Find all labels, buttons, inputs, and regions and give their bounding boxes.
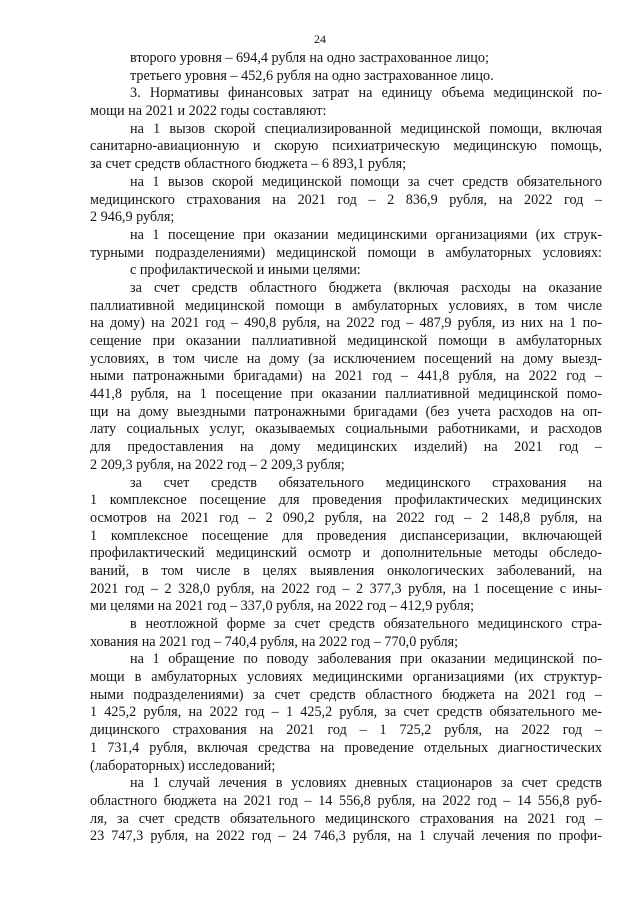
text-line: для предоставления на дому медицинских изделий) на 2021 год – bbox=[90, 439, 602, 456]
text-line: дицинского страхования на 2021 год – 1 725,2 рубля, на 2022 год – bbox=[90, 722, 602, 739]
text-line: областного бюджета на 2021 год – 14 556,8 рубля, на 2022 год – 14 556,8 руб- bbox=[90, 792, 602, 809]
text-line: ми целями на 2021 год – 337,0 рубля, на 2022 год – 412,9 рубля; bbox=[90, 598, 475, 615]
text-line: за счет средств обязательного медицинского страхования на bbox=[130, 474, 602, 491]
text-line: в неотложной форме за счет средств обязательного медицинского стра- bbox=[130, 616, 602, 632]
text-line: на дому) на 2021 год – 490,8 рубля, на 2022 год – 487,9 рубля, из них на 1 по- bbox=[90, 315, 602, 332]
text-line: 23 747,3 рубля, на 2022 год – 24 746,3 рубля, на 1 случай лечения по профи- bbox=[90, 828, 602, 845]
text-line: 1 731,4 рубля, включая средства на проведение отдельных диагностических bbox=[90, 739, 602, 756]
text-line: 2021 год – 2 328,0 рубля, на 2022 год – 2 377,3 рубля, на 1 посещение с ины- bbox=[90, 580, 602, 597]
text-line: мощи на 2021 и 2022 годы составляют: bbox=[90, 103, 327, 120]
text-line: за счет средств областного бюджета – 6 893,1 рубля; bbox=[90, 156, 407, 173]
text-line: сещение при оказании паллиативной медицинской помощи в амбулаторных bbox=[90, 333, 602, 349]
text-line: санитарно-авиационную и скорую психиатрическую медицинскую помощь, bbox=[90, 138, 602, 155]
text-line: на 1 вызов скорой медицинской помощи за счет средств обязательного bbox=[130, 173, 602, 190]
text-line: лату социальных услуг, оказываемых социальными работниками, и расходов bbox=[90, 421, 602, 438]
text-line: 441,8 рубля, на 1 посещение при оказании паллиативной медицинской помо- bbox=[90, 386, 602, 403]
document-body bbox=[90, 50, 602, 846]
text-line: второго уровня – 694,4 рубля на одно застрахованное лицо; bbox=[130, 50, 489, 66]
text-line: условиях, в том числе на дому (за исключением посещений на дому выезд- bbox=[90, 350, 602, 367]
text-line: (лабораторных) исследований; bbox=[90, 757, 276, 774]
text-line: паллиативной медицинской помощи в амбулаторных условиях, в том числе bbox=[90, 297, 602, 314]
text-line: за счет средств областного бюджета (включая расходы на оказание bbox=[130, 279, 602, 296]
text-line: ными патронажными бригадами) на 2021 год – 441,8 рубля, на 2022 год – bbox=[90, 368, 602, 385]
text-line: на 1 посещение при оказании медицинскими организациями (их струк- bbox=[130, 226, 602, 243]
text-line: 1 425,2 рубля, на 2022 год – 1 425,2 рубля, за счет средств обязательного ме- bbox=[90, 704, 602, 721]
text-line: профилактический медицинский осмотр и дополнительные методы обследо- bbox=[90, 545, 602, 562]
text-line: ля, за счет средств обязательного медицинского страхования на 2021 год – bbox=[90, 810, 602, 827]
text-line: 1 комплексное посещение для проведения диспансеризации, включающей bbox=[90, 527, 602, 544]
text-line: хования на 2021 год – 740,4 рубля, на 2022 год – 770,0 рубля; bbox=[90, 633, 459, 650]
text-line: с профилактической и иными целями: bbox=[130, 262, 361, 279]
text-line: на 1 случай лечения в условиях дневных стационаров за счет средств bbox=[130, 775, 602, 792]
text-line: ными подразделениями) за счет средств областного бюджета на 2021 год – bbox=[90, 686, 602, 703]
text-line: 2 946,9 рубля; bbox=[90, 209, 175, 226]
text-line: 2 209,3 рубля, на 2022 год – 2 209,3 рубля; bbox=[90, 456, 345, 473]
text-line: на 1 вызов скорой специализированной медицинской помощи, включая bbox=[130, 120, 602, 137]
text-line: осмотров на 2021 год – 2 090,2 рубля, на 2022 год – 2 148,8 рубля, на bbox=[90, 509, 602, 526]
page-number: 24 bbox=[314, 32, 326, 46]
text-line: 3. Нормативы финансовых затрат на единицу объема медицинской по- bbox=[130, 85, 602, 102]
text-line: на 1 обращение по поводу заболевания при оказании медицинской по- bbox=[130, 651, 602, 668]
text-line: третьего уровня – 452,6 рубля на одно застрахованное лицо. bbox=[130, 67, 494, 84]
text-line: ваний, в том числе в целях выявления онкологических заболеваний, на bbox=[90, 562, 602, 579]
text-line: щи на дому выездными патронажными бригадами (без учета расходов на оп- bbox=[90, 403, 602, 420]
text-line: 1 комплексное посещение для проведения профилактических медицинских bbox=[90, 492, 602, 509]
text-line: турными подразделениями) медицинской помощи в амбулаторных условиях: bbox=[90, 244, 602, 261]
text-line: мощи в амбулаторных условиях медицинскими организациями (их структур- bbox=[90, 669, 602, 686]
text-line: медицинского страхования на 2021 год – 2 836,9 рубля, на 2022 год – bbox=[90, 191, 602, 208]
